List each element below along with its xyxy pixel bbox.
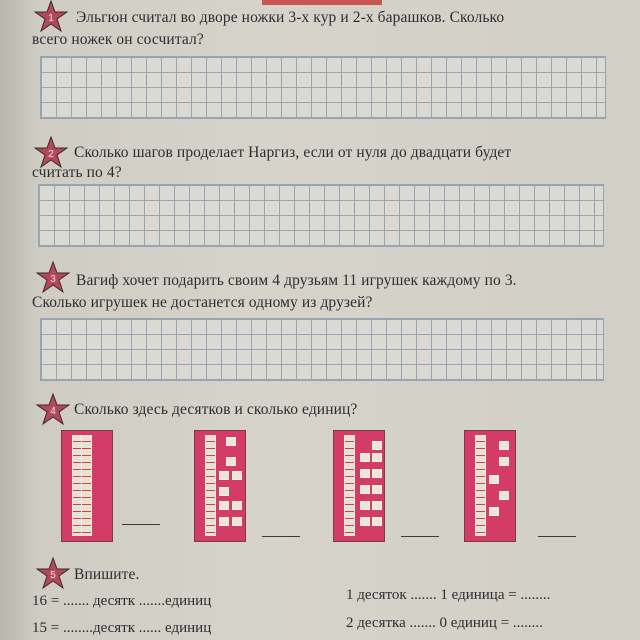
tens-block-4	[464, 430, 516, 542]
task-4-star-icon	[36, 393, 70, 427]
task-1-question-line1: Эльгюн считал во дворе ножки 3-х кур и 2-х барашков. Сколько	[76, 9, 505, 26]
unit-cube	[219, 517, 229, 526]
tens-block-2	[194, 430, 246, 542]
task-3-answer-grid[interactable]	[40, 318, 604, 381]
unit-cube	[372, 485, 382, 494]
unit-cube	[372, 453, 382, 462]
task-3-question-line1: Вагиф хочет подарить своим 4 друзьям 11 игрушек каждому по 3.	[76, 272, 517, 289]
answer-blank-3[interactable]	[401, 536, 439, 537]
unit-cube	[499, 457, 509, 466]
answer-blank-4[interactable]	[538, 536, 576, 537]
task-5-instruction: Впишите.	[74, 566, 140, 583]
unit-cube	[226, 437, 236, 446]
task-1-answer-grid[interactable]	[40, 56, 606, 119]
task-3-number: 3	[50, 274, 56, 285]
task-2-question-line1: Сколько шагов проделает Наргиз, если от нуля до двадцати будет	[74, 144, 512, 161]
task-5-number: 5	[50, 570, 56, 581]
task-5-star-icon	[36, 557, 70, 591]
tens-block-1	[61, 430, 113, 542]
task-2-answer-grid[interactable]	[38, 184, 604, 247]
unit-cube	[499, 491, 509, 500]
ten-rod	[475, 435, 486, 536]
unit-cube	[372, 469, 382, 478]
task-4-number: 4	[50, 406, 56, 417]
unit-cube	[499, 441, 509, 450]
unit-cube	[360, 453, 370, 462]
unit-cube	[360, 469, 370, 478]
unit-cube	[219, 471, 229, 480]
answer-blank-1[interactable]	[122, 524, 160, 525]
unit-cube	[372, 441, 382, 450]
tens-block-3	[333, 430, 385, 542]
unit-cube	[372, 501, 382, 510]
exercise-5-left-2[interactable]: 15 = ........десятк ...... единиц	[32, 620, 212, 636]
ten-rod	[81, 435, 92, 536]
task-2-number: 2	[48, 149, 54, 160]
task-3-star-icon	[36, 261, 70, 295]
task-1-question-line2: всего ножек он сосчитал?	[32, 31, 204, 48]
unit-cube	[232, 517, 242, 526]
unit-cube	[360, 517, 370, 526]
unit-cube	[360, 485, 370, 494]
exercise-5-right-2[interactable]: 2 десятка ....... 0 единиц = ........	[346, 615, 543, 631]
answer-blank-2[interactable]	[262, 536, 300, 537]
task-3-question-line2: Сколько игрушек не достанется одному из друзей?	[32, 294, 373, 311]
unit-cube	[372, 517, 382, 526]
unit-cube	[219, 487, 229, 496]
exercise-5-right-1[interactable]: 1 десяток ....... 1 единица = ........	[346, 587, 551, 603]
unit-cube	[226, 457, 236, 466]
unit-cube	[219, 501, 229, 510]
unit-cube	[232, 471, 242, 480]
unit-cube	[232, 501, 242, 510]
task-1-star-icon	[34, 0, 68, 34]
ten-rod	[205, 435, 216, 536]
task-4-question: Сколько здесь десятков и сколько единиц?	[74, 401, 358, 418]
exercise-5-left-1[interactable]: 16 = ....... десятк .......единиц	[32, 593, 212, 609]
ten-rod	[344, 435, 355, 536]
task-2-question-line2: считать по 4?	[32, 164, 122, 181]
unit-cube	[360, 501, 370, 510]
task-1-number: 1	[48, 13, 54, 24]
header-strip	[262, 0, 382, 5]
unit-cube	[489, 475, 499, 484]
unit-cube	[489, 507, 499, 516]
